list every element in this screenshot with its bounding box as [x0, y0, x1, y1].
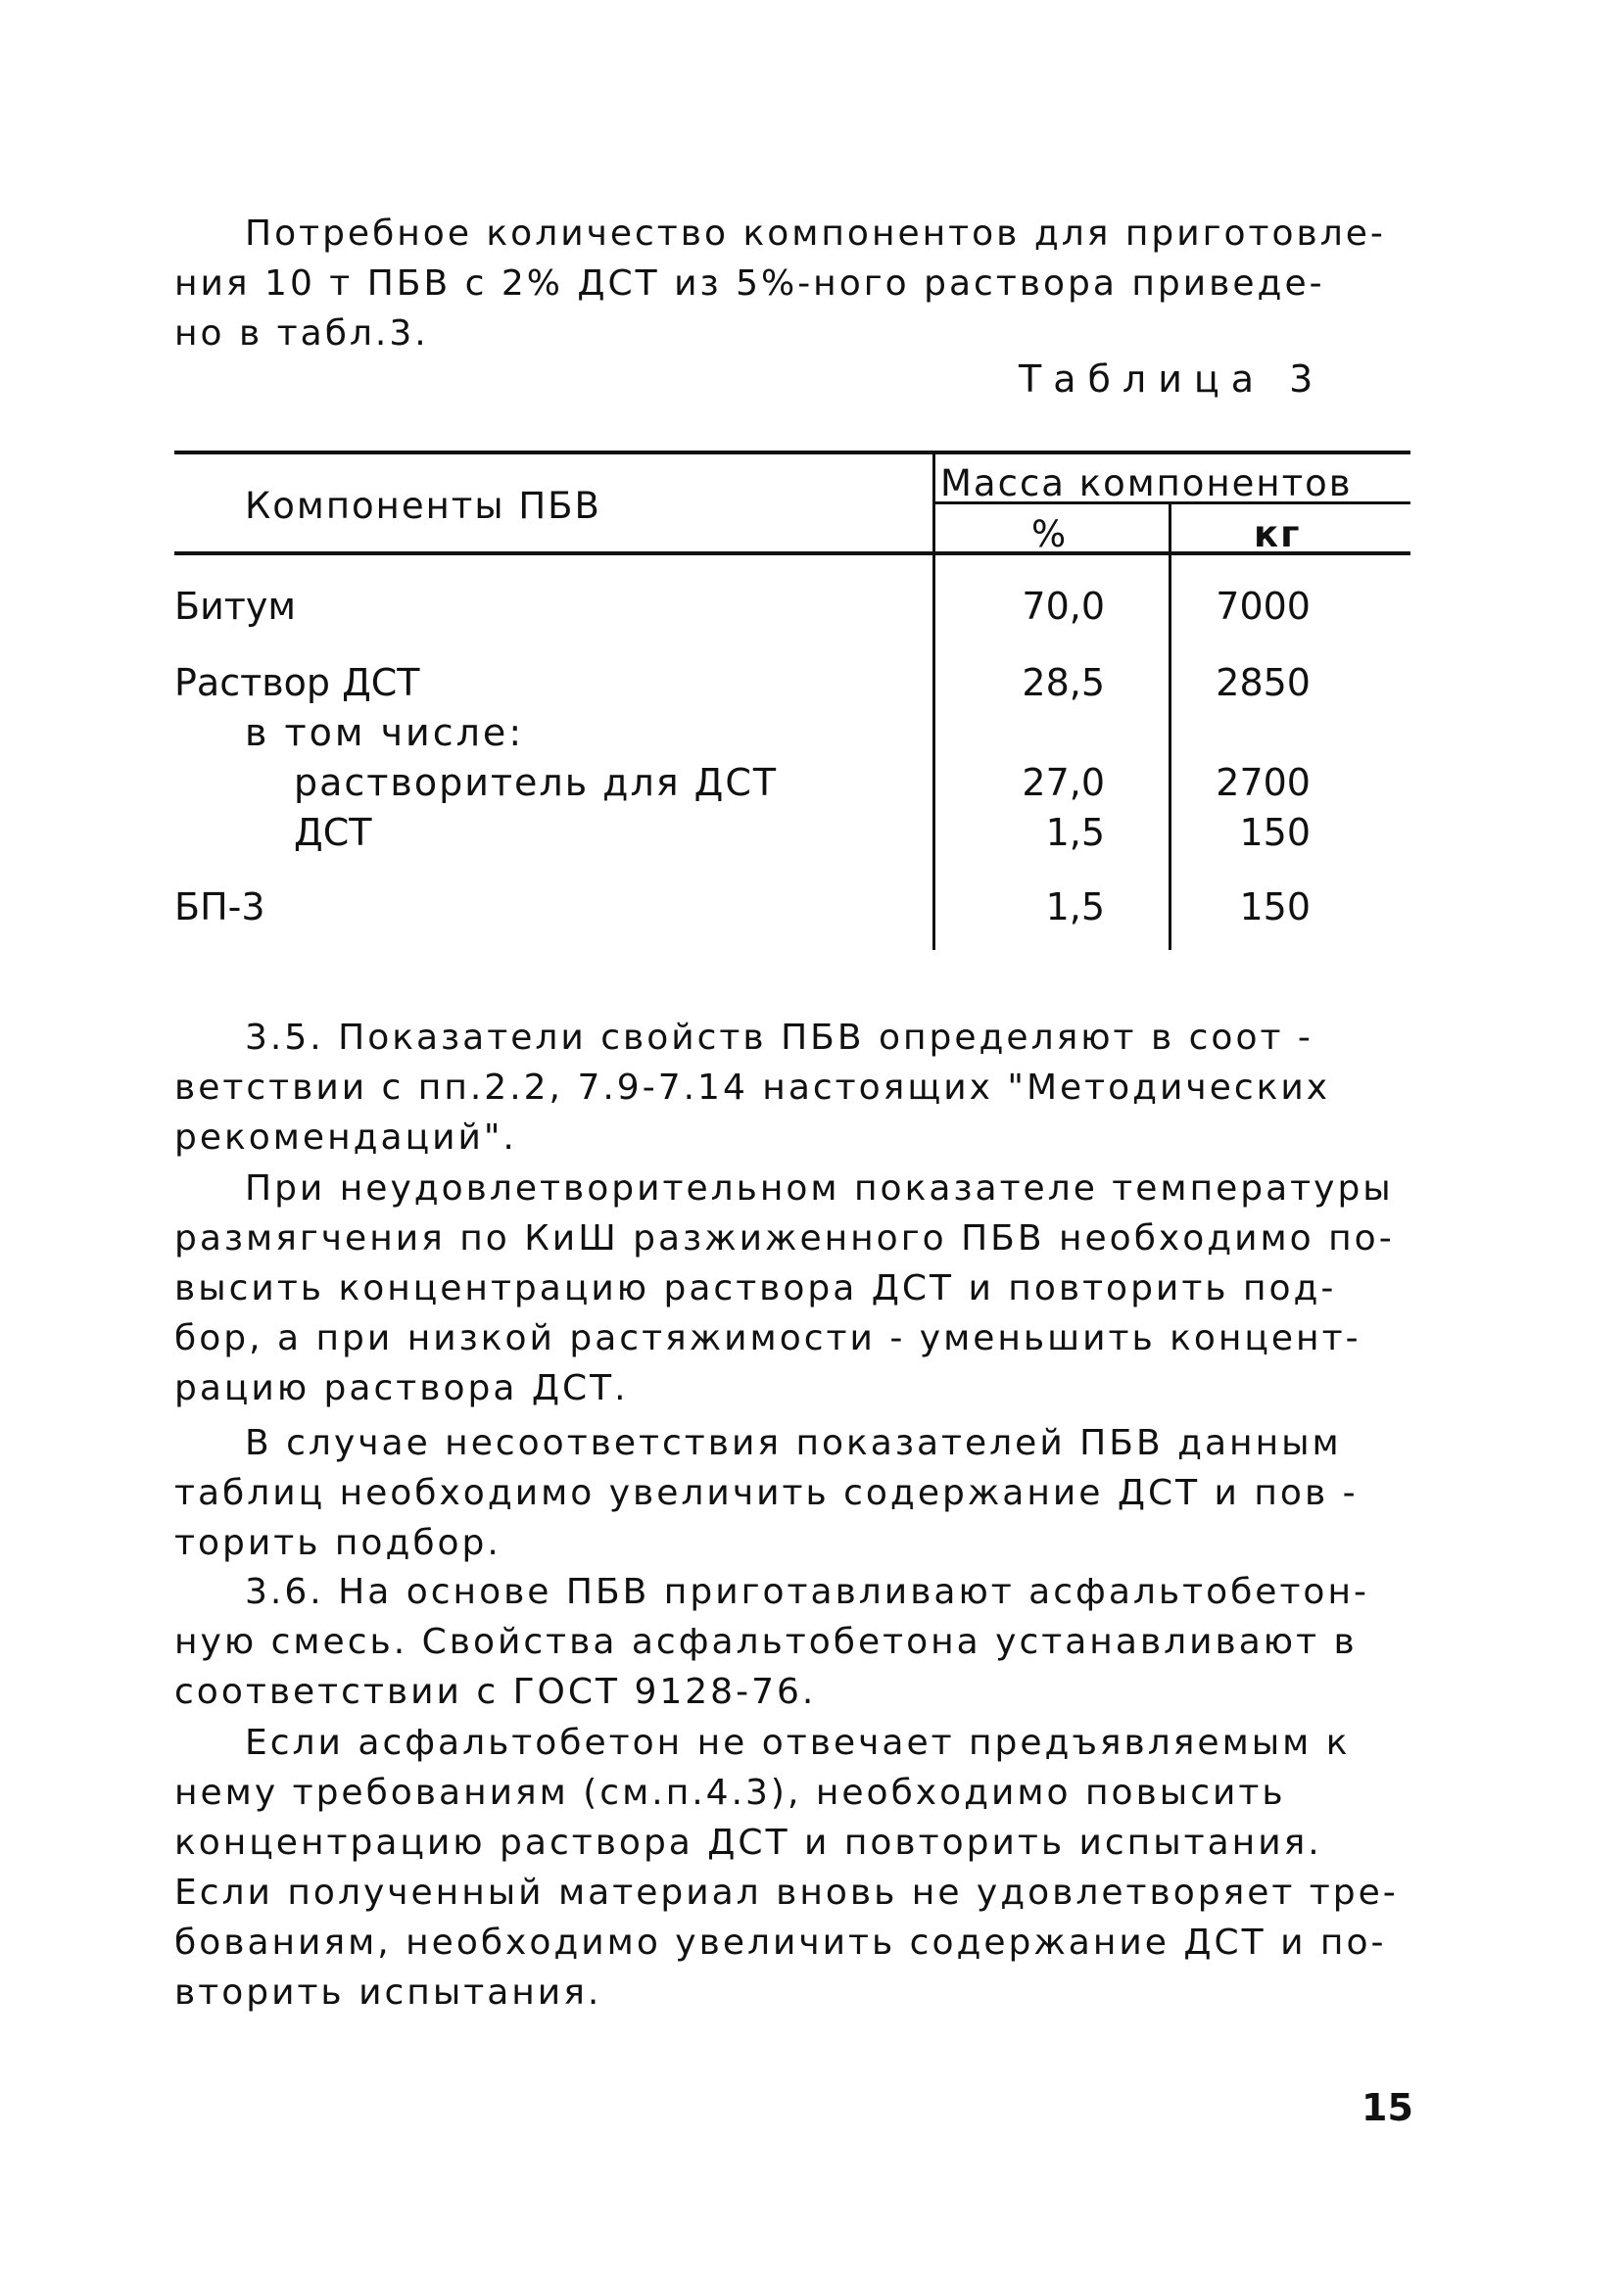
text-line: Если асфальтобетон не отвечает предъявляемым к	[245, 1723, 1351, 1763]
text-line: соответствии с ГОСТ 9128-76.	[174, 1672, 817, 1712]
row-percent: 1,5	[1045, 811, 1105, 854]
row-name: БП-3	[174, 885, 265, 928]
header-mass: Масса компонентов	[940, 462, 1353, 504]
paragraph-3-6	[174, 1567, 1428, 1717]
page-number: 15	[1361, 2086, 1413, 2129]
intro-line: ния 10 т ПБВ с 2% ДСТ из 5%-ного раствора приведе-	[174, 263, 1325, 304]
row-percent: 70,0	[1022, 585, 1105, 628]
intro-line: но в табл.3.	[174, 313, 429, 354]
row-percent: 27,0	[1022, 761, 1105, 804]
row-name: Битум	[174, 585, 297, 628]
text-line: ветствии с пп.2.2, 7.9-7.14 настоящих "Методических	[174, 1068, 1331, 1108]
text-line: вторить испытания.	[174, 1972, 602, 2013]
row-name: Раствор ДСТ	[174, 661, 420, 704]
row-percent: 1,5	[1045, 885, 1105, 928]
row-kg: 2700	[1216, 761, 1311, 804]
text-line: 3.6. На основе ПБВ приготавливают асфальтобетон-	[245, 1572, 1369, 1612]
row-name: в том числе:	[245, 711, 525, 754]
paragraph-mismatch	[174, 1418, 1428, 1568]
intro-paragraph	[174, 209, 1430, 358]
text-line: высить концентрацию раствора ДСТ и повторить под-	[174, 1268, 1337, 1308]
text-line: При неудовлетворительном показателе температуры	[245, 1168, 1394, 1209]
text-line: нему требованиям (см.п.4.3), необходимо повысить	[174, 1773, 1286, 1813]
table-column-divider	[932, 452, 935, 950]
row-kg: 2850	[1216, 661, 1311, 704]
header-percent: %	[1031, 513, 1069, 555]
text-line: торить подбор.	[174, 1523, 502, 1563]
text-line: бор, а при низкой растяжимости - уменьшить концент-	[174, 1318, 1361, 1358]
text-line: 3.5. Показатели свойств ПБВ определяют в соот -	[245, 1018, 1314, 1058]
paragraph-softening	[174, 1164, 1428, 1413]
text-line: размягчения по КиШ разжиженного ПБВ необходимо по-	[174, 1218, 1395, 1259]
header-components: Компоненты ПБВ	[245, 485, 601, 527]
text-line: таблиц необходимо увеличить содержание ДСТ и пов -	[174, 1473, 1359, 1513]
table-header-rule	[174, 551, 1410, 555]
paragraph-asphalt	[174, 1718, 1428, 2018]
row-name: растворитель для ДСТ	[294, 761, 779, 804]
text-line: Если полученный материал вновь не удовлетворяет тре-	[174, 1873, 1399, 1913]
header-kg: кг	[1254, 513, 1302, 555]
text-line: ную смесь. Свойства асфальтобетона устанавливают в	[174, 1622, 1358, 1662]
paragraph-3-5	[174, 1013, 1428, 1163]
text-line: рекомендаций".	[174, 1117, 517, 1158]
table-top-rule	[174, 451, 1410, 454]
text-line: бованиям, необходимо увеличить содержание ДСТ и по-	[174, 1923, 1387, 1963]
row-percent: 28,5	[1022, 661, 1105, 704]
text-line: рацию раствора ДСТ.	[174, 1368, 629, 1408]
text-line: В случае несоответствия показателей ПБВ данным	[245, 1423, 1342, 1463]
row-kg: 7000	[1216, 585, 1311, 628]
row-kg: 150	[1239, 811, 1311, 854]
row-name: ДСТ	[294, 811, 372, 854]
intro-line: Потребное количество компонентов для приготовле-	[245, 214, 1386, 254]
table-column-divider	[1169, 503, 1171, 950]
text-line: концентрацию раствора ДСТ и повторить испытания.	[174, 1823, 1322, 1863]
row-kg: 150	[1239, 885, 1311, 928]
table-title: Таблица 3	[1019, 357, 1325, 401]
